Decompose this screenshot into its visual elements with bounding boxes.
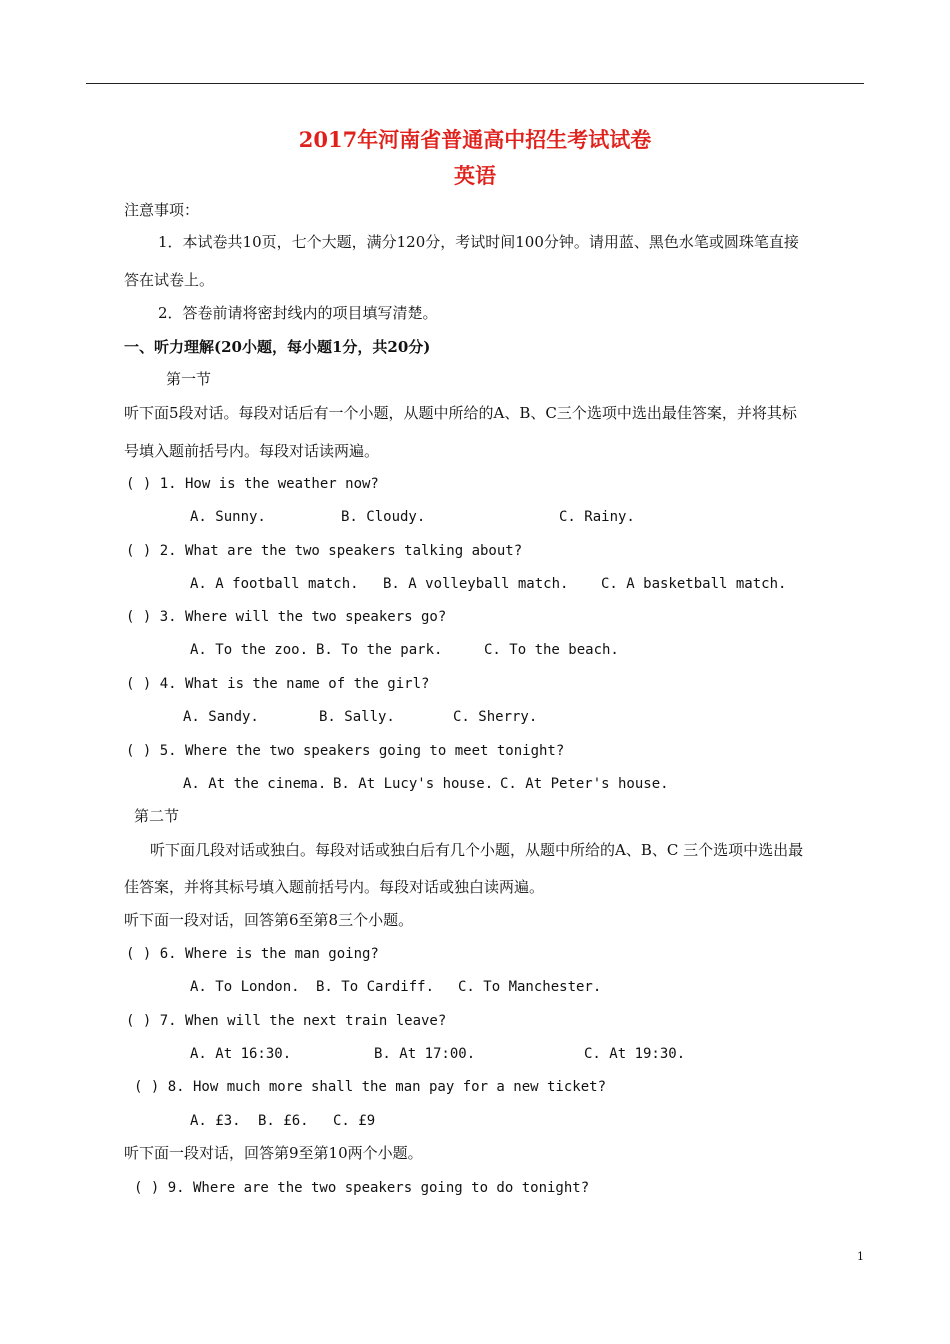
- notice-item-1-line-1: 1．本试卷共10页，七个大题，满分120分，考试时间100分钟。请用蓝、黑色水笔或圆珠笔直接: [158, 233, 799, 251]
- question-3-stem: ( ) 3. Where will the two speakers go?: [126, 609, 447, 625]
- question-5-stem: ( ) 5. Where the two speakers going to meet tonight?: [126, 743, 565, 759]
- exam-title: 2017年河南省普通高中招生考试试卷: [298, 127, 652, 152]
- question-9-stem: ( ) 9. Where are the two speakers going to do tonight?: [134, 1180, 590, 1196]
- page-number: 1: [857, 1250, 864, 1263]
- question-6-stem: ( ) 6. Where is the man going?: [126, 946, 379, 962]
- question-5-option-b: B. At Lucy's house.: [333, 776, 494, 792]
- question-4-option-a: A. Sandy.: [183, 709, 259, 725]
- question-8-option-c: C. £9: [333, 1113, 376, 1129]
- section1-label: 第一节: [166, 370, 212, 388]
- part1-heading: 一、听力理解(20小题，每小题1分，共20分): [124, 338, 431, 356]
- notice-item-1-line-2: 答在试卷上。: [124, 271, 215, 289]
- header-rule: [86, 83, 864, 84]
- question-8-option-b: B. £6.: [258, 1113, 309, 1129]
- notice-heading: 注意事项：: [124, 201, 200, 219]
- exam-subject: 英语: [454, 163, 496, 188]
- question-6-option-c: C. To Manchester.: [458, 979, 602, 995]
- question-4-option-c: C. Sherry.: [453, 709, 538, 725]
- section2-instruction-line-2: 佳答案，并将其标号填入题前括号内。每段对话或独白读两遍。: [124, 878, 545, 896]
- question-2-option-a: A. A football match.: [190, 576, 359, 592]
- question-5-option-c: C. At Peter's house.: [500, 776, 669, 792]
- question-3-option-b: B. To the park.: [316, 642, 443, 658]
- section1-instruction-line-1: 听下面5段对话。每段对话后有一个小题，从题中所给的A、B、C三个选项中选出最佳答案，并将其标: [124, 404, 797, 422]
- question-8-stem: ( ) 8. How much more shall the man pay for a new ticket?: [134, 1079, 607, 1095]
- question-7-option-c: C. At 19:30.: [584, 1046, 686, 1062]
- section1-instruction-line-2: 号填入题前括号内。每段对话读两遍。: [124, 442, 380, 460]
- question-3-option-c: C. To the beach.: [484, 642, 619, 658]
- section2-instruction-line-1: 听下面几段对话或独白。每段对话或独白后有几个小题，从题中所给的A、B、C 三个选项中选出最: [150, 841, 804, 859]
- question-2-option-c: C. A basketball match.: [601, 576, 787, 592]
- section2-label: 第二节: [134, 807, 180, 825]
- question-2-option-b: B. A volleyball match.: [383, 576, 569, 592]
- question-7-stem: ( ) 7. When will the next train leave?: [126, 1013, 447, 1029]
- section2-sub-instruction-1: 听下面一段对话，回答第6至第8三个小题。: [124, 911, 414, 929]
- question-6-option-a: A. To London.: [190, 979, 300, 995]
- question-1-option-b: B. Cloudy.: [341, 509, 426, 525]
- question-1-option-a: A. Sunny.: [190, 509, 266, 525]
- question-7-option-b: B. At 17:00.: [374, 1046, 476, 1062]
- question-1-option-c: C. Rainy.: [559, 509, 635, 525]
- question-8-option-a: A. £3.: [190, 1113, 241, 1129]
- question-4-stem: ( ) 4. What is the name of the girl?: [126, 676, 430, 692]
- question-3-option-a: A. To the zoo.: [190, 642, 309, 658]
- question-7-option-a: A. At 16:30.: [190, 1046, 292, 1062]
- notice-item-2: 2．答卷前请将密封线内的项目填写清楚。: [158, 304, 438, 322]
- question-1-stem: ( ) 1. How is the weather now?: [126, 476, 379, 492]
- section2-sub-instruction-2: 听下面一段对话，回答第9至第10两个小题。: [124, 1144, 423, 1162]
- question-2-stem: ( ) 2. What are the two speakers talking about?: [126, 543, 523, 559]
- question-5-option-a: A. At the cinema.: [183, 776, 327, 792]
- question-4-option-b: B. Sally.: [319, 709, 395, 725]
- question-6-option-b: B. To Cardiff.: [316, 979, 435, 995]
